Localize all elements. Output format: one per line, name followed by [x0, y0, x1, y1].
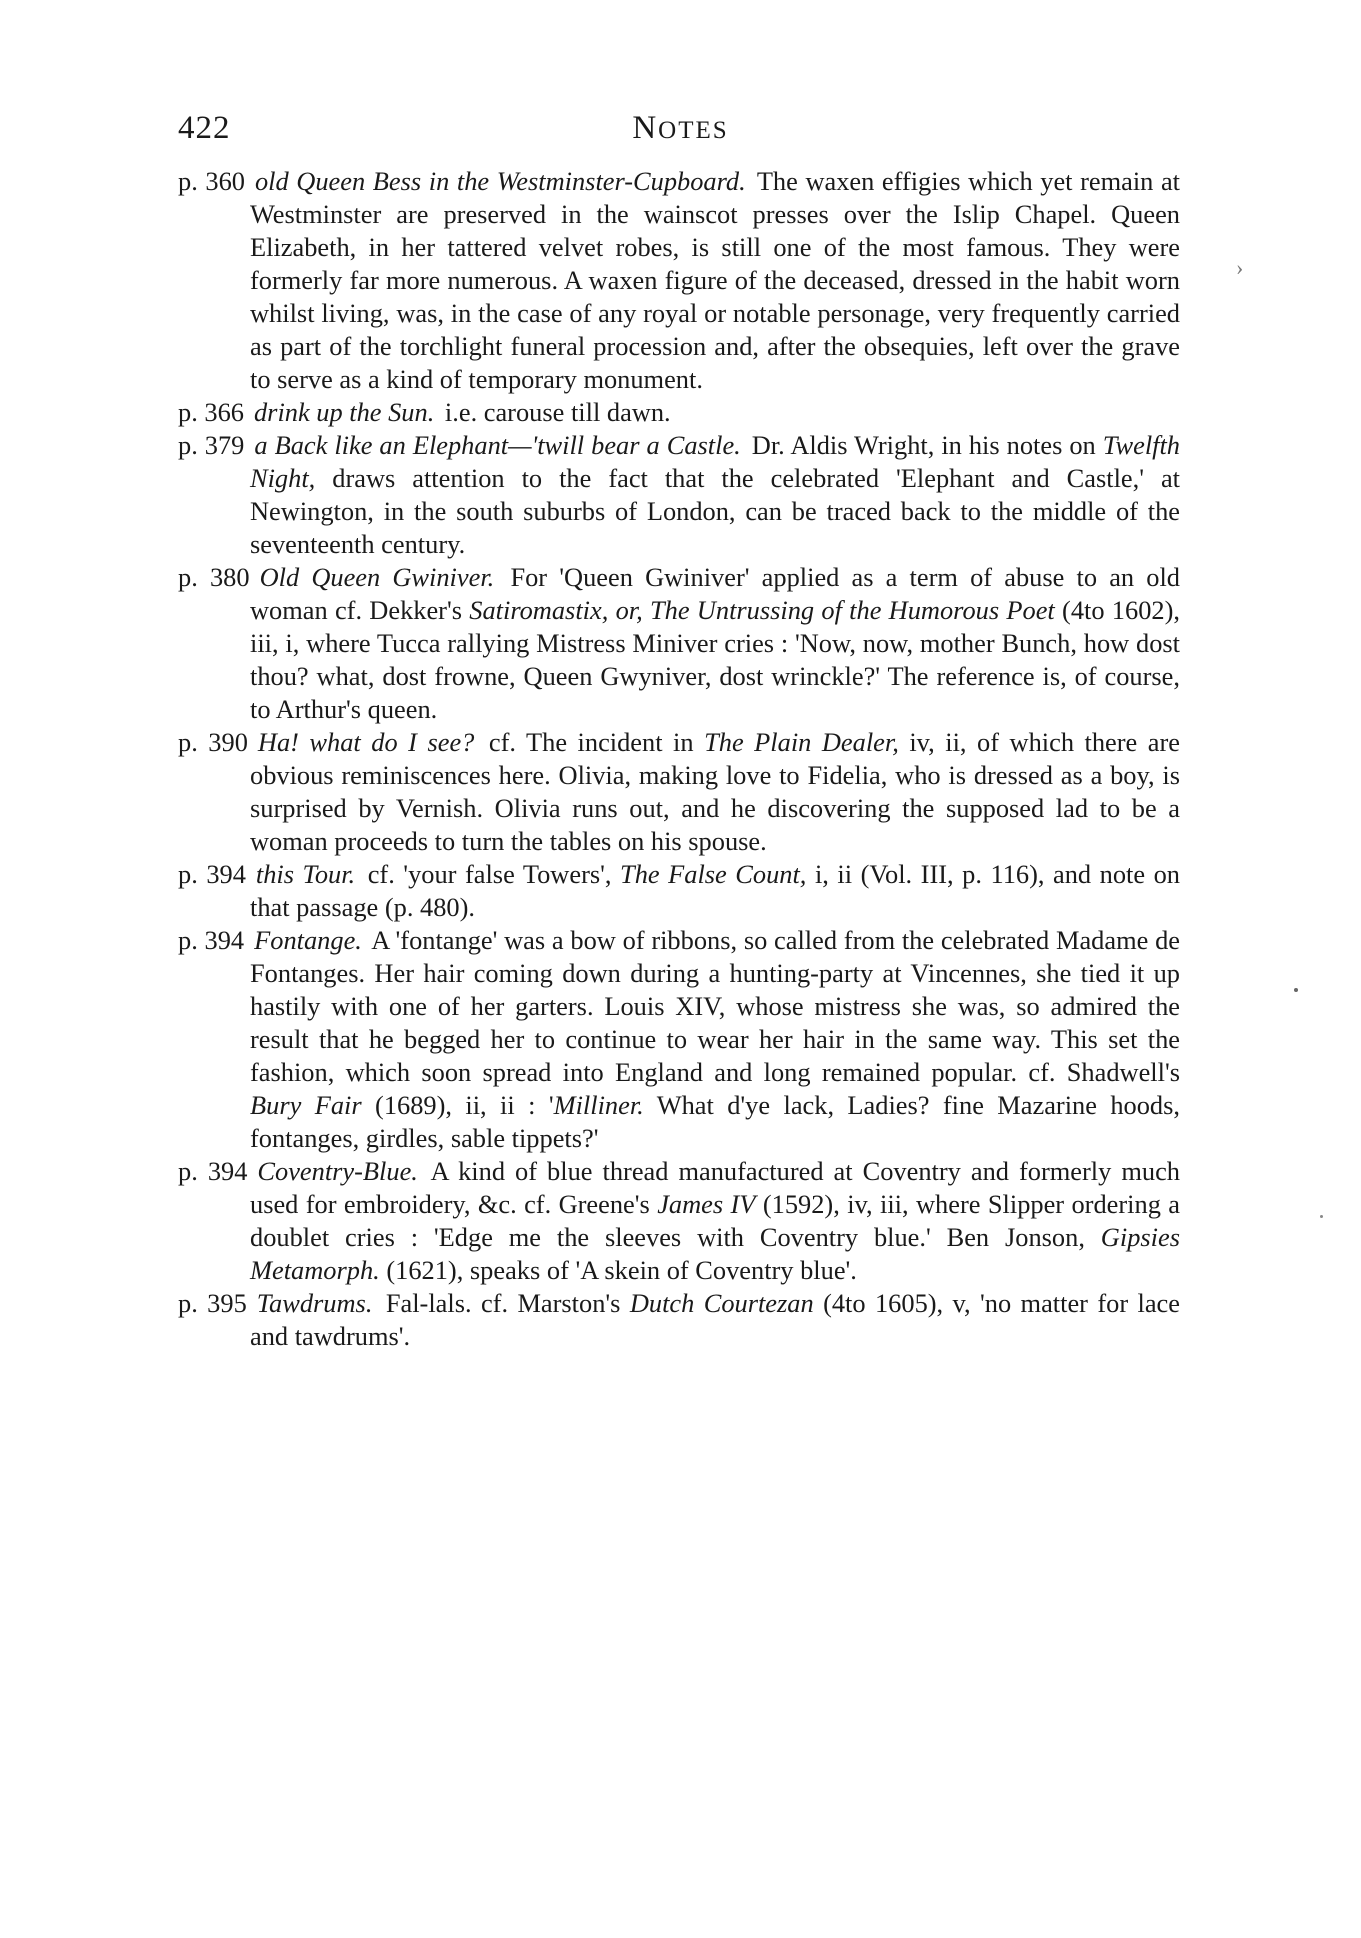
note-ref: p. 380	[178, 562, 250, 592]
note-p394-coventry	[178, 1155, 1180, 1287]
title-small-caps: OTES	[658, 117, 729, 144]
note-ref: p. 394	[178, 925, 245, 955]
note-text: cf. The incident in	[488, 727, 694, 757]
note-text: (4to 1605), v, 'no matter for lace and tawdrums'.	[250, 1288, 1180, 1351]
note-lemma: Fontange.	[254, 925, 362, 955]
note-text: (4to 1602), iii, i, where Tucca rallying Mistress Miniver cries : 'Now, now, mother Bunch, how dost thou? what, dost frowne, Queen Gwyniver, dost wrinckle?' The reference is, of course, to Arthur's queen.	[250, 595, 1180, 724]
note-p360	[178, 165, 1180, 396]
note-text: For 'Queen Gwiniver' applied as a term of abuse to an old woman cf. Dekker's	[250, 562, 1180, 625]
note-title-italic: Satiromastix, or, The Untrussing of the Humorous Poet	[469, 595, 1055, 625]
title-initial: N	[632, 110, 659, 146]
note-text: cf. 'your false Towers',	[367, 859, 612, 889]
note-ref: p. 395	[178, 1288, 247, 1318]
note-text: i, ii (Vol. III, p. 116), and note on that passage (p. 480).	[250, 859, 1180, 922]
notes-list	[178, 165, 1180, 1353]
note-text: What d'ye lack, Ladies? fine Mazarine hoods, fontanges, girdles, sable tippets?'	[250, 1090, 1180, 1153]
note-title-italic: Gipsies Metamorph.	[250, 1222, 1180, 1285]
margin-mark: ›	[1236, 255, 1244, 280]
note-ref: p. 394	[178, 1156, 248, 1186]
note-ref: p. 366	[178, 397, 244, 427]
speck-mark	[1320, 1215, 1323, 1218]
page-number: 422	[178, 110, 231, 146]
note-p394-fontange	[178, 924, 1180, 1155]
note-title-italic: The False Count,	[620, 859, 807, 889]
speck-mark	[1294, 988, 1298, 992]
note-lemma: Old Queen Gwiniver.	[259, 562, 495, 592]
note-text: A kind of blue thread manufactured at Coventry and formerly much used for embroidery, &c. cf. Greene's	[250, 1156, 1180, 1219]
note-text: iv, ii, of which there are obvious reminiscences here. Olivia, making love to Fidelia, who is dressed as a boy, is surprised by Vernish. Olivia runs out, and he discovering the supposed lad to be a woman proceeds to turn the tables on his spouse.	[250, 727, 1180, 856]
note-p390	[178, 726, 1180, 858]
note-p366	[178, 396, 1180, 429]
note-title-italic: Dutch Courtezan	[629, 1288, 814, 1318]
note-p394-tour	[178, 858, 1180, 924]
note-text: The waxen effigies which yet remain at Westminster are preserved in the wainscot presses over the Islip Chapel. Queen Elizabeth, in her tattered velvet robes, is still one of the most famous. They were formerly far more numerous. A waxen figure of the deceased, dressed in the habit worn whilst living, was, in the case of any royal or notable personage, very frequently carried as part of the torchlight funeral procession and, after the obsequies, left over the grave to serve as a kind of temporary monument.	[250, 166, 1181, 394]
note-title-italic: Bury Fair	[250, 1090, 362, 1120]
note-text: (1689), ii, ii : '	[375, 1090, 554, 1120]
note-text: A 'fontange' was a bow of ribbons, so called from the celebrated Madame de Fontanges. Her hair coming down during a hunting-party at Vincennes, she tied it up hastily with one of her garters. Louis XIV, whose mistress she was, so admired the result that he begged her to continue to wear her hair in the same way. This set the fashion, which soon spread into England and long remained popular. cf. Shadwell's	[250, 925, 1180, 1087]
note-lemma: Tawdrums.	[256, 1288, 373, 1318]
note-ref: p. 394	[178, 859, 246, 889]
note-text: Fal-lals. cf. Marston's	[385, 1288, 621, 1318]
note-text: (1592), iv, iii, where Slipper ordering a doublet cries : 'Edge me the sleeves with Coventry blue.' Ben Jonson,	[250, 1189, 1180, 1252]
note-ref: p. 360	[178, 166, 245, 196]
note-title-italic: Twelfth Night,	[250, 430, 1181, 493]
note-p379	[178, 429, 1180, 561]
note-p380	[178, 561, 1180, 726]
note-lemma: old Queen Bess in the Westminster-Cupboard.	[254, 166, 746, 196]
note-text: i.e. carouse till dawn.	[444, 397, 671, 427]
note-ref: p. 379	[178, 430, 245, 460]
note-title-italic: The Plain Dealer,	[704, 727, 899, 757]
note-speaker-italic: Milliner.	[553, 1090, 644, 1120]
note-text: draws attention to the fact that the celebrated 'Elephant and Castle,' at Newington, in the south suburbs of London, can be traced back to the middle of the seventeenth century.	[250, 463, 1180, 559]
note-p395	[178, 1287, 1180, 1353]
note-text: (1621), speaks of 'A skein of Coventry blue'.	[386, 1255, 857, 1285]
note-lemma: drink up the Sun.	[253, 397, 435, 427]
note-ref: p. 390	[178, 727, 248, 757]
note-lemma: Ha! what do I see?	[257, 727, 475, 757]
note-lemma: a Back like an Elephant—'twill bear a Castle.	[254, 430, 741, 460]
note-lemma: this Tour.	[255, 859, 356, 889]
note-title-italic: James IV	[657, 1189, 756, 1219]
page-title	[0, 110, 1361, 147]
note-lemma: Coventry-Blue.	[257, 1156, 418, 1186]
note-text: Dr. Aldis Wright, in his notes on	[751, 430, 1096, 460]
